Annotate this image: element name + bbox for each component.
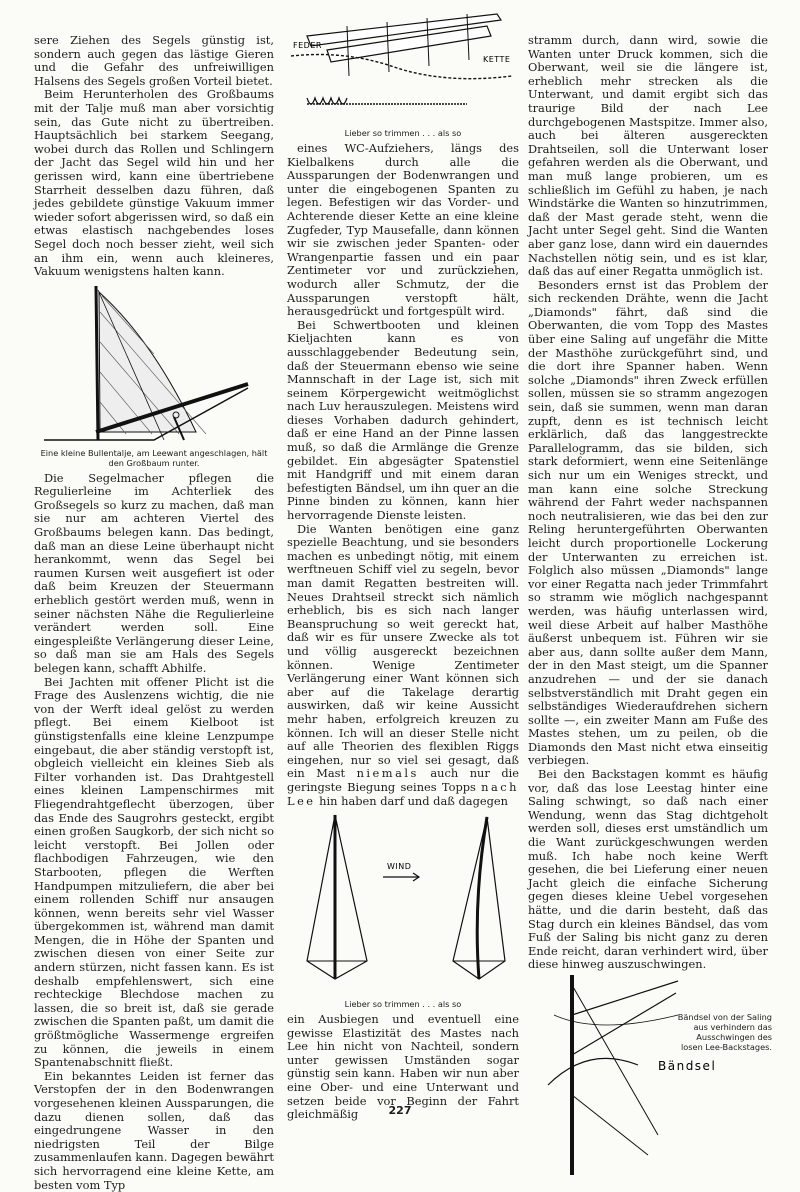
label-feder: FEDER	[293, 41, 322, 50]
paragraph: Besonders ernst ist das Problem der sich reckenden Drähte, wenn die Jacht „Diamonds" fährt, daß sind die Oberwanten, die vom Topp des Mastes über eine Saling auf ungefähr die Mitte der Masthöhe zurückgeführt sind, und die dort ihre Spanner haben. Wenn solche „Diamonds" ihren Zweck erfüllen sollen, müssen sie so stramm angezogen sein, daß sie summen, wenn man daran zupft, denn es ist technisch leicht erklärlich, daß das langgestreckte Parallelogramm, das sie bilden, sich stark deformiert, wenn eine Seitenlänge sich nur um ein Weniges streckt, und man kann eine solche Streckung während der Fahrt weder nachspannen noch neutralisieren, wie das bei den zur Reling heruntergeführten Oberwanten leicht durch proportionelle Lockerung der Unterwanten zu erreichen ist. Folglich also müssen „Diamonds" lange vor einer Regatta nach jeder Trimmfahrt so stramm wie möglich nachgespannt werden, was häufig unterlassen wird, weil diese Arbeit auf halber Masthöhe äußerst unbequem ist. Führen wir sie aber aus, dann sollte außer dem Mann, der in den Mast steigt, um die Spanner anzudrehen — und der sie danach selbstverständlich mit Draht gegen ein selbständiges Wiederaufdrehen sichern sollte —, ein zweiter Mann am Fuße des Mastes stehen, um zu peilen, ob die Diamonds den Mast nicht etwa einseitig verbiegen.	[528, 277, 768, 768]
bullentalje-illustration	[34, 282, 274, 444]
kette-illustration	[287, 6, 519, 124]
paragraph: Bei den Backstagen kommt es häufig vor, daß das lose Leestag hinter eine Saling schwingt, so daß nach einer Wendung, wenn das Stag dichtgeholt werden soll, dieses erst umständlich um die Want zurückgeschwungen werden muß. Ich habe noch keine Werft gesehen, die bei Lieferung einer neuen Jacht gleich die einfache Sicherung gegen dieses kleine Uebel vorgesehen hätte, und die darin besteht, daß das Stag durch ein kleines Bändsel, das vom Fuß der Saling bis nicht ganz zu deren Ende reicht, daran verhindert wird, über diese hinweg auszuschwingen.	[528, 767, 768, 972]
baendsel-illustration	[528, 975, 768, 1175]
figure-caption: Lieber so trimmen . . . als so	[344, 999, 462, 1010]
paragraph: sere Ziehen des Segels günstig ist, sondern auch gegen das lästige Gieren und die Gefahr des unfreiwilligen Halsens des Segels großen Vorteil bietet.	[34, 33, 274, 88]
figure-caption: Lieber so trimmen . . . als so	[344, 128, 462, 138]
paragraph	[287, 523, 519, 808]
paragraph: stramm durch, dann wird, sowie die Wanten unter Druck kommen, sich die Oberwant, weil sie die längere ist, erheblich mehr strecken als die Unterwant, und damit ergibt sich das traurige Bild der nach Lee durchgebogenen Mastspitze. Immer also, auch bei älteren ausgereckten Drahtseilen, soll die Unterwant loser gefahren werden als die Oberwant, und man muß lange probieren, um es schließlich im Gefühl zu haben, je nach Windstärke die Wanten so hinzutrimmen, daß der Mast gerade steht, wenn die Jacht unter Segel geht. Sind die Wanten aber ganz lose, dann wird ein dauerndes Nachstellen nötig sein, und es ist klar, daß das auf einer Regatta unmöglich ist.	[528, 33, 768, 279]
column-left	[34, 34, 274, 1192]
page-number: 227	[388, 1104, 412, 1117]
paragraph: Beim Herunterholen des Großbaums mit der Talje muß man aber vorsichtig sein, das Gute nicht zu übertreiben. Hauptsächlich bei starkem Seegang, wobei durch das Rollen und Schlingern der Jacht das Segel wild hin und her gerissen wird, kann eine übertriebene Starrheit desselben dazu führen, daß jedes gebildete günstige Vakuum immer wieder sofort abgerissen wird, so daß ein etwas elastisch nachgebendes loses Segel doch noch besser zieht, weil sich an ihm ein, wenn auch kleineres, Vakuum wenigstens halten kann.	[34, 87, 274, 279]
emphasis-text: nach Lee	[287, 779, 519, 808]
mast-trim-illustration	[287, 811, 519, 995]
emphasis-text: niemals	[356, 766, 419, 781]
figure-caption: Eine kleine Bullentalje, am Leewant angeschlagen, hält den Großbaum runter.	[40, 447, 268, 468]
paragraph: Die Segelmacher pflegen die Regulierleine im Achterliek des Großsegels so kurz zu machen, daß man sie nur am achteren Viertel des Großbaums belegen kann. Das bedingt, daß man an diese Leine überhaupt nicht herankommt, wenn das Segel bei raumen Kursen weit ausgefiert ist oder daß beim Kreuzen der Steuermann erheblich gestört werden muß, wenn in seiner nächsten Nähe die Regulierleine verändert werden soll. Eine eingespleißte Verlängerung dieser Leine, so daß man sie am Hals des Segels belegen kann, schafft Abhilfe.	[34, 470, 274, 675]
figure-kette	[287, 6, 519, 124]
paragraph: Bei Schwertbooten und kleinen Kieljachten kann es von ausschlaggebender Bedeutung sein, daß der Steuermann ebenso wie seine Mannschaft in der Lage ist, sich mit seinem Körpergewicht weitmöglichst nach Luv herauszulegen. Meistens wird dieses Vorhaben dadurch gehindert, daß er eine Hand an der Pinne lassen muß, so daß die Armlänge die Grenze gebildet. Ein abgesägter Spatenstiel mit Handgriff und mit einem daran befestigten Bändsel, um ihn quer an die Pinne binden zu können, kann hier hervorragende Dienste leisten.	[287, 317, 519, 523]
paragraph-text: auch nur die geringste Biegung seines Topps	[287, 766, 519, 794]
paragraph-text: hin haben darf und daß dagegen	[315, 793, 508, 808]
label-baendsel: Bändsel	[658, 1058, 717, 1073]
paragraph: Ein bekanntes Leiden ist ferner das Verstopfen der in den Bodenwrangen vorgesehenen kleinen Aussparungen, die dazu dienen sollen, daß das eingedrungene Wasser in den niedrigsten Teil der Bilge zusammenlaufen kann. Dagegen bewährt sich hervorragend eine kleine Kette, am besten vom Typ	[34, 1068, 274, 1192]
paragraph: eines WC-Aufziehers, längs des Kielbalkens durch alle die Aussparungen der Bodenwrangen und unter die eingebogenen Spanten zu legen. Befestigen wir das Vorder- und Achterende dieser Kette an eine kleine Zugfeder, Typ Mausefalle, dann können wir sie zwischen jeder Spanten- oder Wrangenpartie fassen und ein paar Zentimeter vor und zurückziehen, wodurch aller Schmutz, der die Aussparungen verstopft hält, herausgedrückt und fortgespült wird.	[287, 141, 519, 319]
figure-bullentalje	[34, 282, 274, 444]
column-middle	[287, 34, 519, 1122]
figure-caption: Bändsel von der Saling aus verhindern das Ausschwingen des losen Lee-Backstages.	[677, 1012, 772, 1052]
label-kette: KETTE	[483, 55, 511, 64]
figure-mast-trim	[287, 811, 519, 995]
paragraph: ein Ausbiegen und eventuell eine gewisse Elastizität des Mastes nach Lee hin nicht von Nachteil, sondern unter gewissen Umständen sogar günstig sein kann. Haben wir nun aber eine Ober- und eine Unterwant und setzen beide vor Beginn der Fahrt gleichmäßig	[287, 1012, 519, 1122]
label-wind: WIND	[387, 862, 412, 872]
figure-baendsel	[528, 975, 768, 1175]
paragraph-text: Die Wanten benötigen eine ganz spezielle Beachtung, und sie besonders machen es unbedingt nötig, mit einem werftneuen Schiff viel zu segeln, bevor man damit Regatten bestreiten will. Neues Drahtseil streckt sich nämlich erheblich, bis es sich nach langer Beanspruchung so weit gereckt hat, daß wir es für unsere Zwecke als tot und völlig ausgereckt bezeichnen können. Wenige Zentimeter Verlängerung einer Want können sich aber auf die Takelage derartig auswirken, daß wir keine Aussicht mehr haben, erfolgreich kreuzen zu können. Ich will an dieser Stelle nicht auf alle Theorien des flexiblen Riggs eingehen, nur so viel sei gesagt, daß ein Mast	[287, 521, 519, 781]
paragraph: Bei Jachten mit offener Plicht ist die Frage des Auslenzens wichtig, die nie von der Werft ideal gelöst zu werden pflegt. Bei einem Kielboot ist günstigstenfalls eine kleine Lenzpumpe eingebaut, die aber ständig verstopft ist, obgleich vielleicht ein kleines Sieb als Filter vorhanden ist. Das Drahtgestell eines kleinen Lampenschirmes mit Fliegendrahtgeflecht überzogen, über das Ende des Saugrohrs gesteckt, ergibt einen großen Saugkorb, der sich nicht so leicht verstopft. Bei Jollen oder flachbodigen Fahrzeugen, wie den Starbooten, pflegen die Werften Handpumpen mitzuliefern, die aber bei einem rollenden Schiff nur ansaugen können, wenn bereits sehr viel Wasser übergekommen ist, während man damit Mengen, die in Höhe der Spanten und zwischen diesen von einer Seite zur andern stürzen, nicht fassen kann. Es ist deshalb empfehlenswert, sich eine rechteckige Blechdose machen zu lassen, die so breit ist, daß sie gerade zwischen die Spanten paßt, um damit die größtmögliche Wassermenge ergreifen zu können, die jeweils in einem Spantenabschnitt fließt.	[34, 674, 274, 1070]
column-right	[528, 34, 768, 1179]
